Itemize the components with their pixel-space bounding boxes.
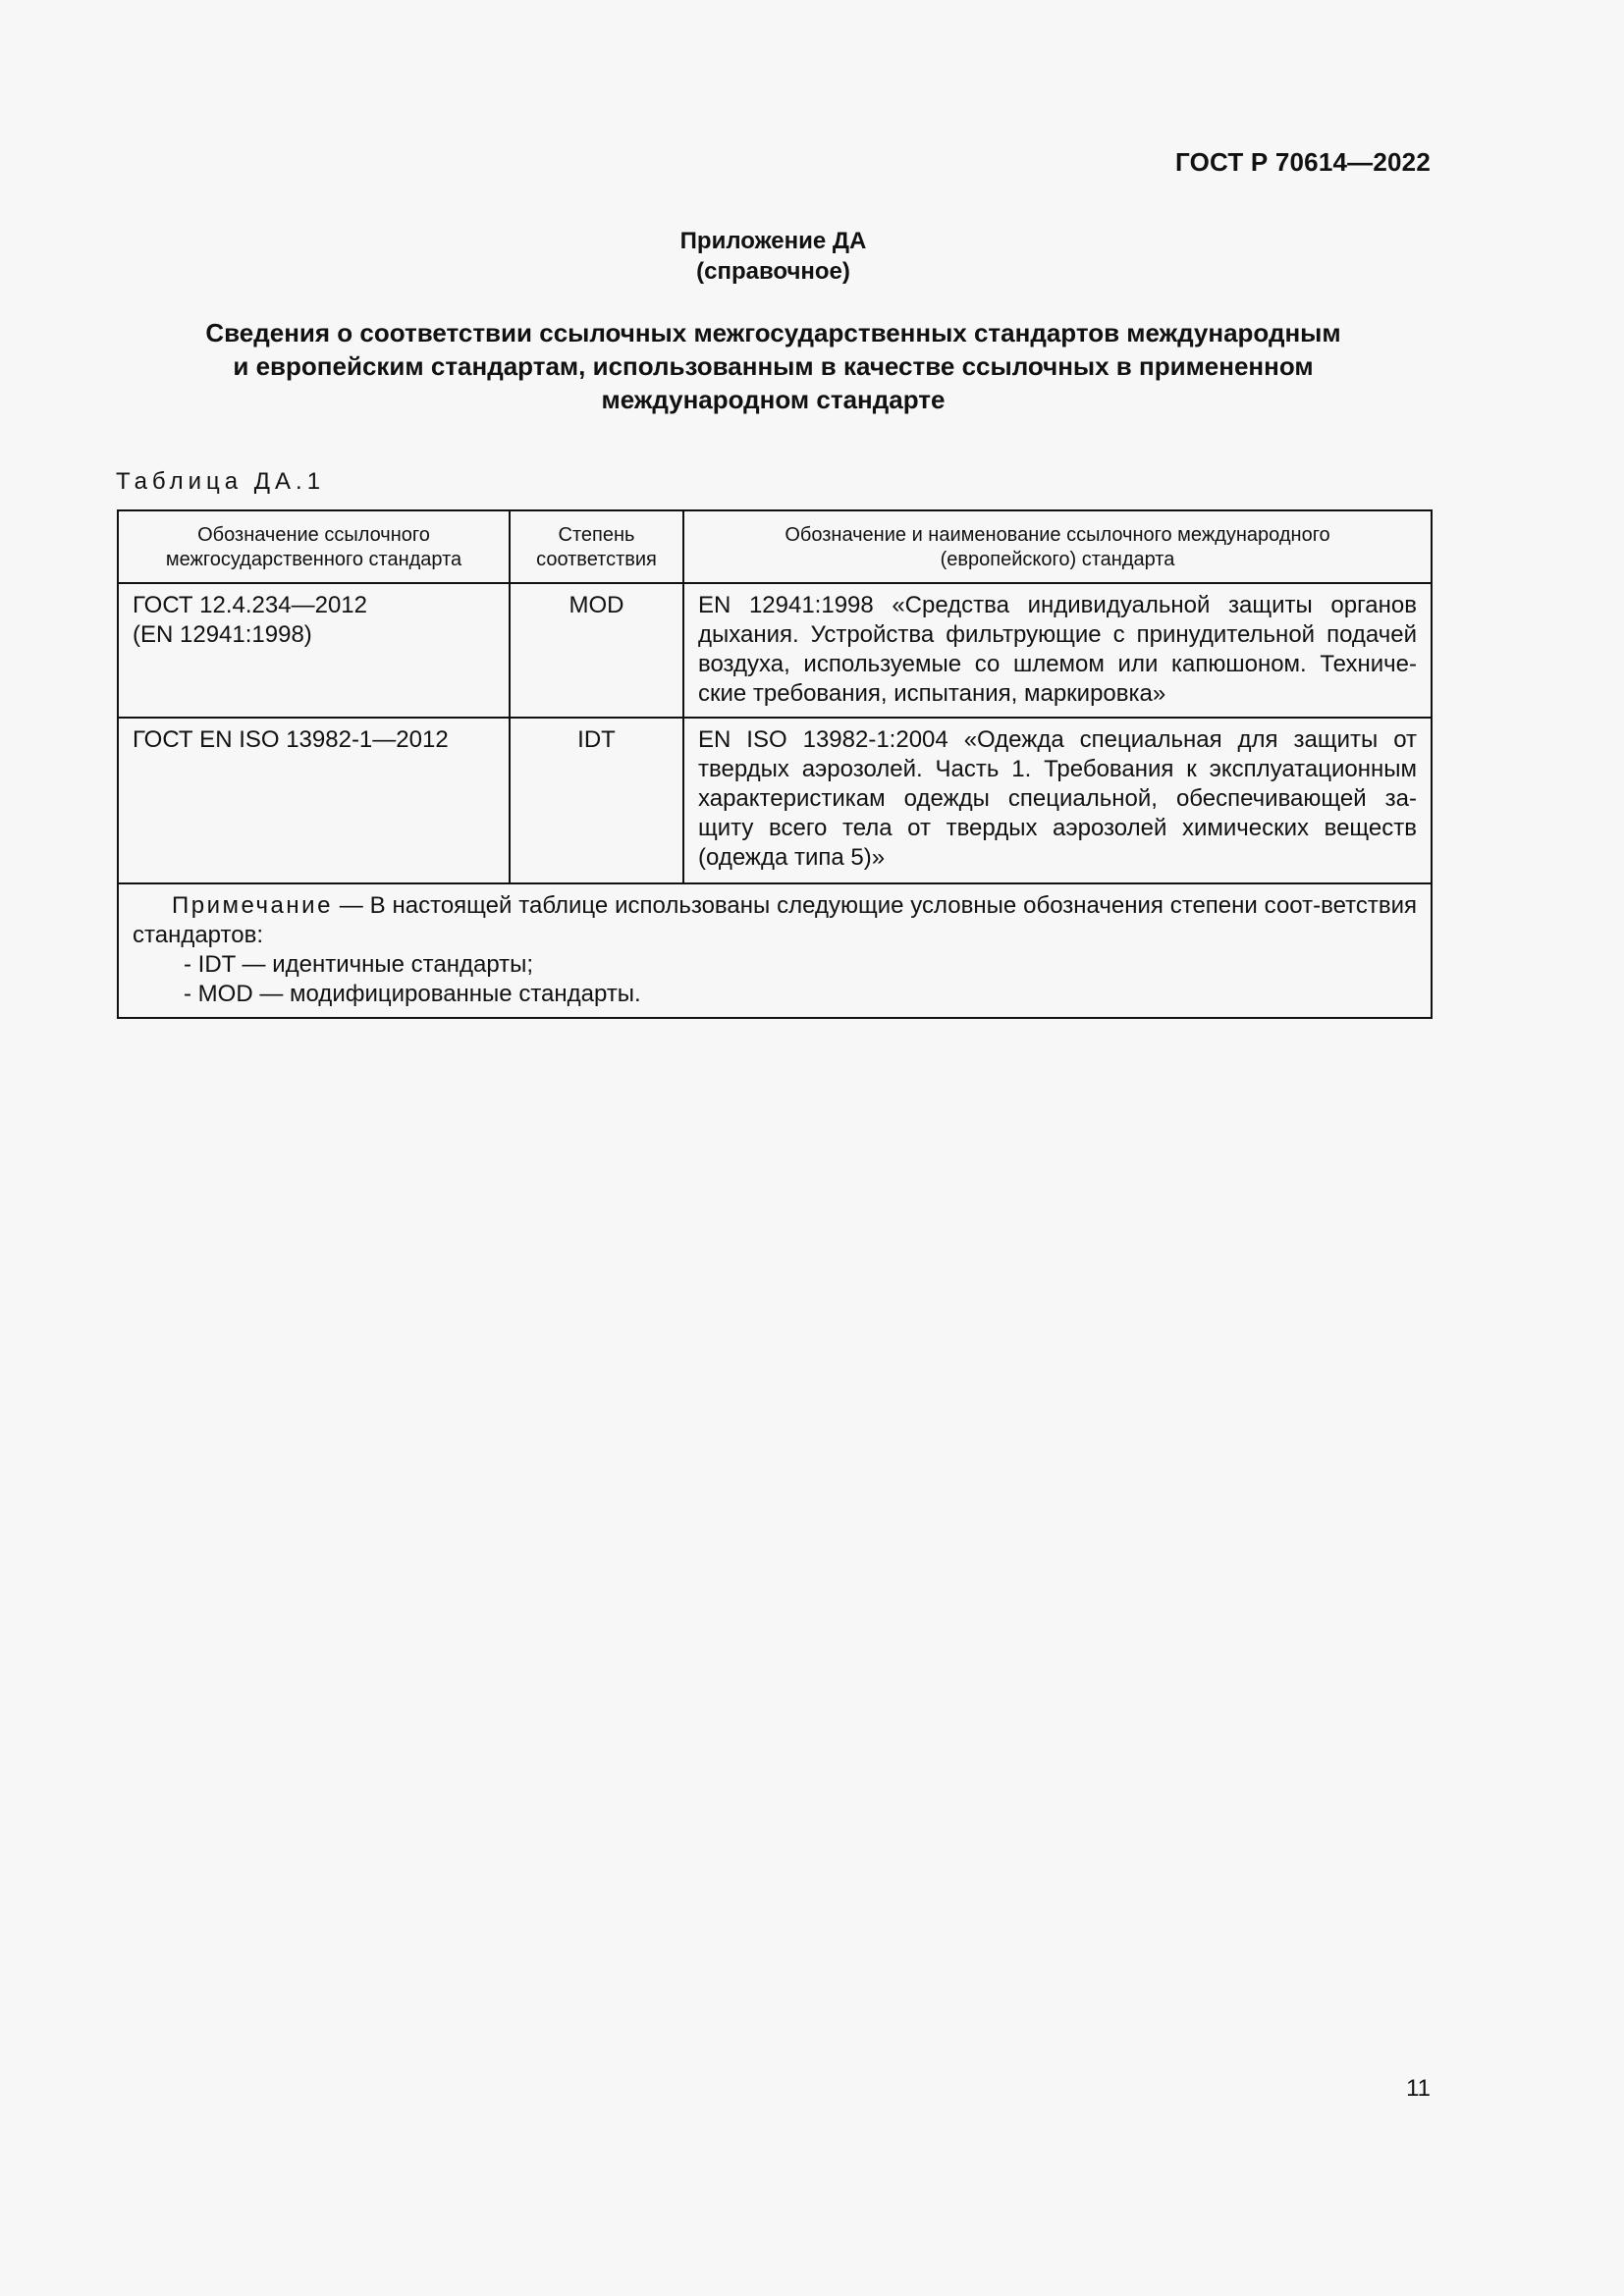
- heading-line: и европейским стандартам, использованным в качестве ссылочных в примененном: [233, 351, 1314, 381]
- table-header-row: [118, 510, 1432, 583]
- cell-degree: IDT: [510, 718, 683, 883]
- cell-international: EN ISO 13982-1:2004 «Одежда специальная для защиты от твердых аэрозолей. Часть 1. Требования к эксплуатационным характеристикам одежды специальной, обеспечивающей за-щиту всего тела от твердых аэрозолей химических веществ (одежда типа 5)»: [683, 718, 1432, 883]
- column-header-degree: Степень соответствия: [510, 510, 683, 583]
- section-heading: [147, 316, 1399, 416]
- column-header-gost: Обозначение ссылочного межгосударственного стандарта: [118, 510, 510, 583]
- table-row: [118, 718, 1432, 883]
- cell-international: EN 12941:1998 «Средства индивидуальной защиты органов дыхания. Устройства фильтрующие с принудительной подачей воздуха, используемые со шлемом или капюшоном. Техниче-ские требования, испытания, маркировка»: [683, 583, 1432, 718]
- note-item: - IDT — идентичные стандарты;: [184, 951, 534, 978]
- column-header-international: Обозначение и наименование ссылочного международного (европейского) стандарта: [683, 510, 1432, 583]
- cell-gost: ГОСТ EN ISO 13982-1—2012: [118, 718, 510, 883]
- correspondence-table: [117, 509, 1433, 1019]
- note-label: Примечание: [172, 892, 333, 919]
- table-note: [118, 883, 1432, 1018]
- note-body: — В настоящей таблице использованы следующие условные обозначения степени соот-ветствия стандартов:: [133, 892, 1417, 948]
- table-caption: Таблица ДА.1: [116, 468, 326, 495]
- appendix-title-block: [0, 226, 1546, 287]
- document-code: ГОСТ Р 70614—2022: [1175, 147, 1431, 177]
- note-item: - MOD — модифицированные стандарты.: [184, 981, 641, 1007]
- appendix-subtitle: (справочное): [696, 258, 850, 285]
- cell-gost: ГОСТ 12.4.234—2012 (EN 12941:1998): [118, 583, 510, 718]
- page-number: 11: [1406, 2075, 1431, 2102]
- heading-line: международном стандарте: [601, 385, 946, 414]
- heading-line: Сведения о соответствии ссылочных межгосударственных стандартов международным: [205, 318, 1341, 347]
- cell-degree: MOD: [510, 583, 683, 718]
- note-text: [133, 891, 1417, 950]
- table-row: [118, 583, 1432, 718]
- table-note-row: [118, 883, 1432, 1018]
- appendix-title: Приложение ДА: [679, 228, 867, 254]
